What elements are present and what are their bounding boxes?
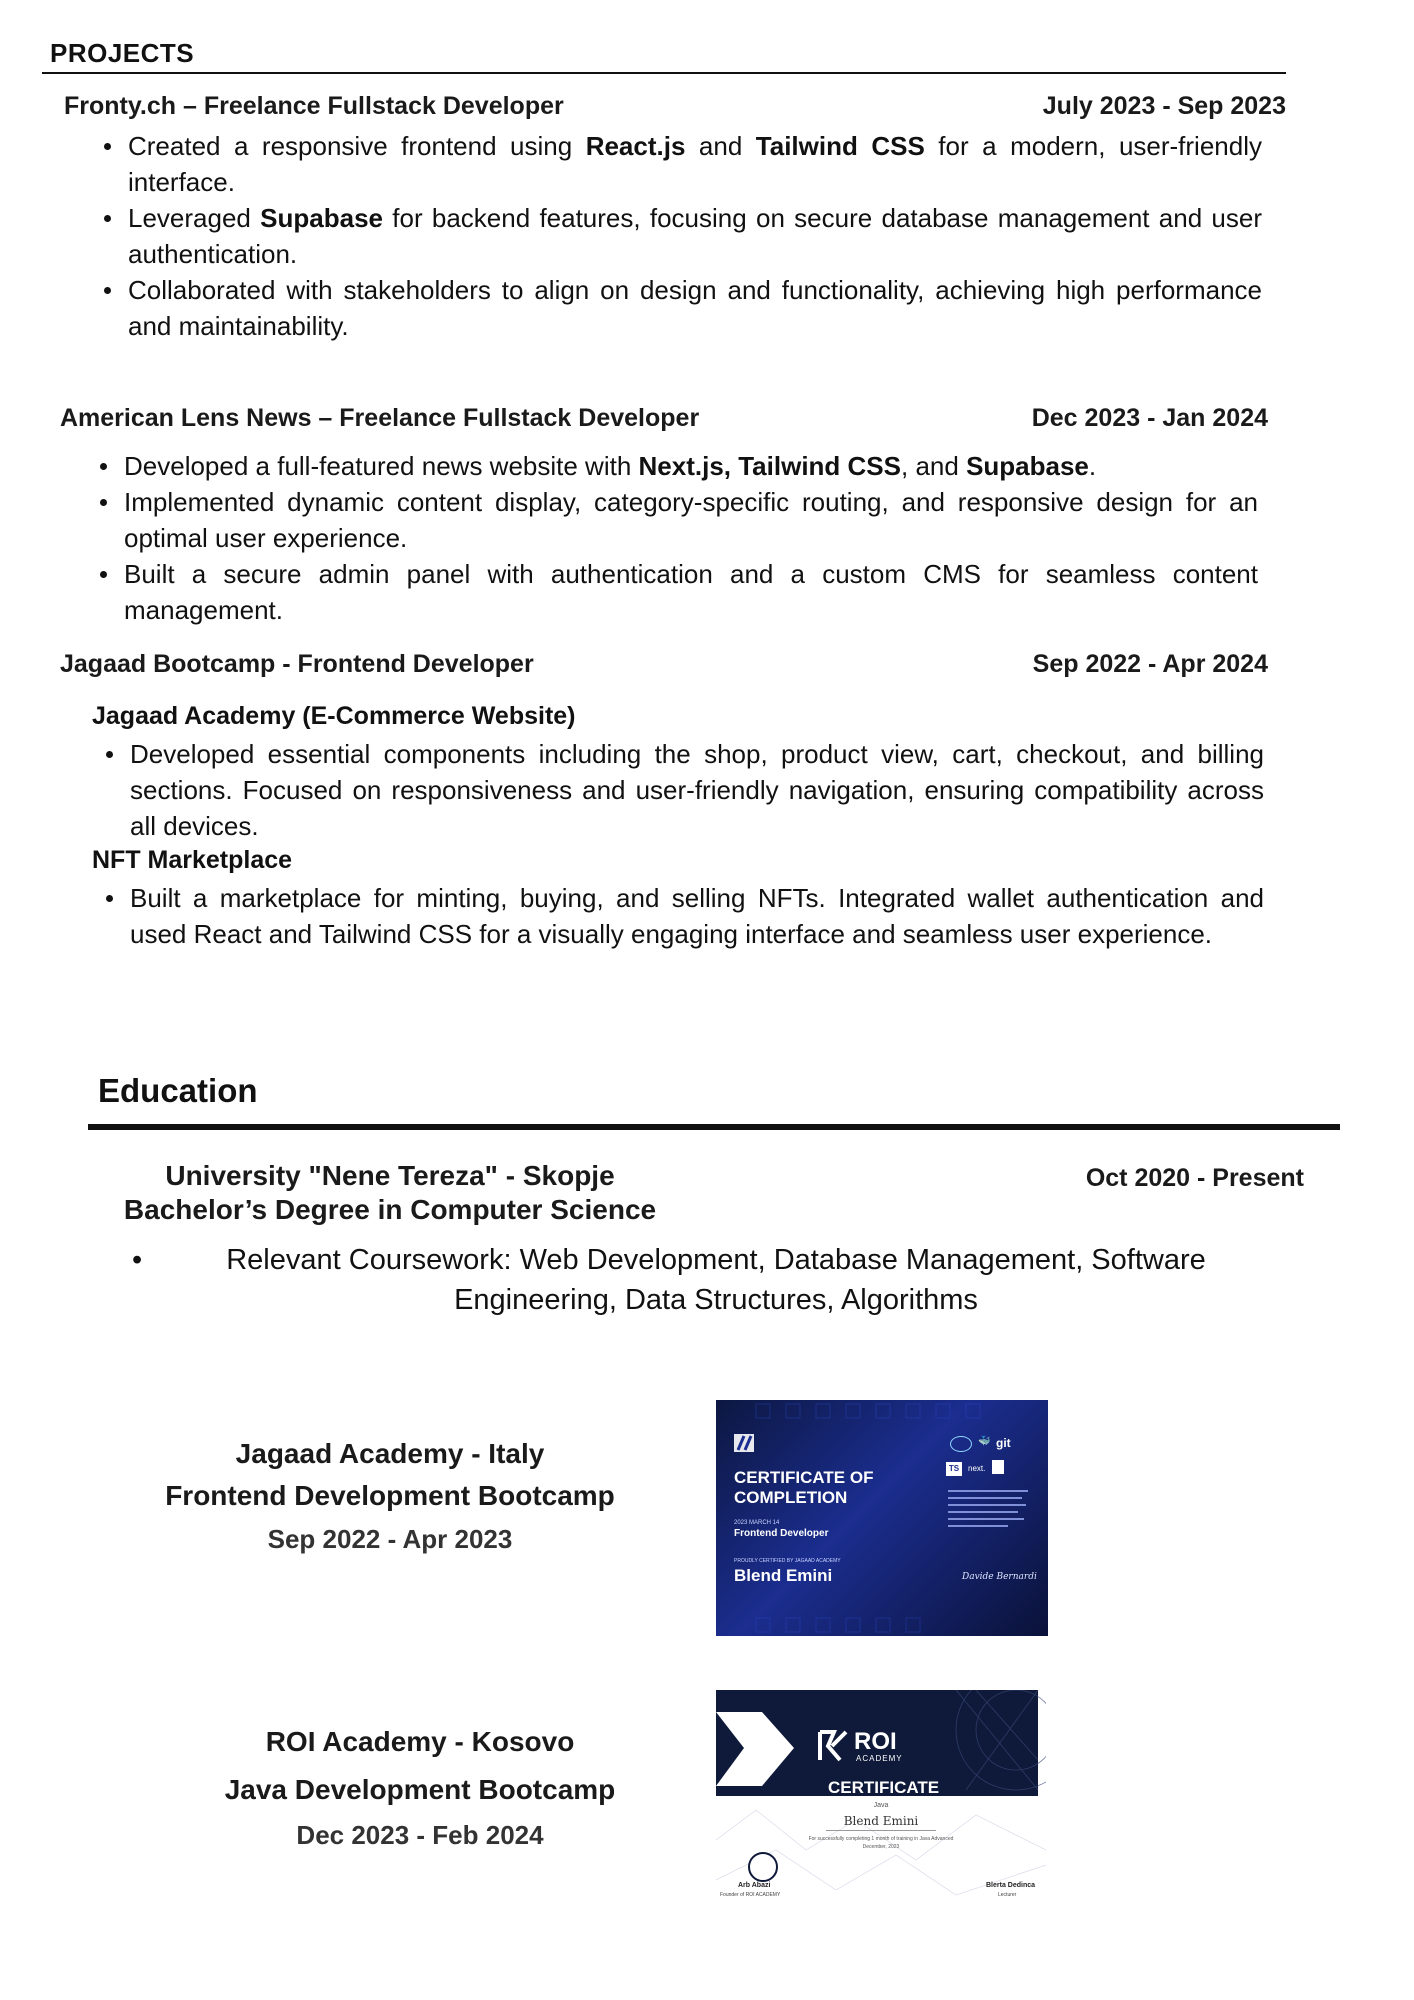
education-divider [88, 1124, 1340, 1130]
roi-recipient: Blend Emini [843, 1814, 919, 1828]
roi-brand-sub: ACADEMY [856, 1754, 903, 1763]
subproject-bullets [100, 880, 1264, 952]
coursework [132, 1240, 1252, 1320]
signer-name: Blerta Dedinca [986, 1882, 1036, 1889]
project-bullets [98, 128, 1262, 344]
subproject-title: NFT Marketplace [92, 846, 293, 874]
university-name: University "Nene Tereza" - Skopje [165, 1160, 615, 1191]
project-bullets [94, 448, 1258, 628]
certificate-role: Frontend Developer [734, 1528, 829, 1539]
bootcamp-school: Jagaad Academy - Italy [235, 1438, 545, 1469]
project-title: American Lens News – Freelance Fullstack Developer [60, 404, 700, 432]
typescript-icon: TS [946, 1462, 962, 1476]
certificate-recipient: Blend Emini [734, 1566, 833, 1585]
bullet-item: Created a responsive frontend using React.js and Tailwind CSS for a modern, user-friendly interface. [98, 128, 1262, 200]
bootcamp-program: Java Development Bootcamp [224, 1774, 616, 1805]
bullet-item: Developed essential components including the shop, product view, cart, checkout, and billing sections. Focused on responsiveness and user-friendly navigation, ensuring compatibility across all devices. [100, 736, 1264, 844]
signer-title: Lecturer [998, 1892, 1017, 1898]
roi-certificate-heading: CERTIFICATE [828, 1778, 940, 1797]
bootcamp-program: Frontend Development Bootcamp [165, 1480, 615, 1511]
projects-divider [42, 72, 1286, 74]
bullet-dot: • [132, 1244, 143, 1276]
nextjs-label: next. [968, 1464, 986, 1473]
subproject-title: Jagaad Academy (E-Commerce Website) [92, 702, 576, 730]
bullet-item: Built a secure admin panel with authentication and a custom CMS for seamless content management. [94, 556, 1258, 628]
roi-date: December, 2023 [862, 1844, 900, 1850]
roi-certificate-image [716, 1690, 1046, 1908]
bootcamp-date: Dec 2023 - Feb 2024 [296, 1820, 544, 1850]
roi-course: Java [873, 1802, 889, 1809]
bullet-item: Implemented dynamic content display, category-specific routing, and responsive design for an optimal user experience. [94, 484, 1258, 556]
bullet-item: Collaborated with stakeholders to align on design and functionality, achieving high performance and maintainability. [98, 272, 1262, 344]
certificate-signature: Davide Bernardi [962, 1572, 1037, 1582]
roi-brand: ROI [854, 1728, 897, 1755]
git-label: git [996, 1436, 1011, 1450]
bullet-item: Built a marketplace for minting, buying, and selling NFTs. Integrated wallet authentication and used React and Tailwind CSS for a visually engaging interface and seamless user experience. [100, 880, 1264, 952]
docker-icon: 🐳 [978, 1436, 991, 1447]
project-date: Dec 2023 - Jan 2024 [1031, 404, 1268, 432]
roi-statement: For successfully completing 1 month of training in Java Advanced [808, 1836, 954, 1842]
project-date: July 2023 - Sep 2023 [1042, 92, 1286, 120]
project-title: Jagaad Bootcamp - Frontend Developer [60, 650, 534, 678]
bootcamp-school: ROI Academy - Kosovo [265, 1726, 575, 1757]
name-underline [826, 1830, 936, 1831]
certificate-date-line: 2023 MARCH 14 [734, 1520, 780, 1526]
projects-heading: PROJECTS [50, 38, 195, 68]
bootcamp-date: Sep 2022 - Apr 2023 [267, 1524, 513, 1554]
bullet-item: Leveraged Supabase for backend features, focusing on secure database management and user authentication. [98, 200, 1262, 272]
signer-name: Arb Abazi [738, 1882, 771, 1889]
project-date: Sep 2022 - Apr 2024 [1032, 650, 1268, 678]
certificate-certified-by: PROUDLY CERTIFIED BY JAGAAD ACADEMY [734, 1558, 841, 1564]
certificate-fine-print [948, 1490, 1028, 1532]
education-heading: Education [98, 1072, 258, 1109]
html5-icon [992, 1460, 1004, 1474]
coursework-text: Relevant Coursework: Web Development, Database Management, Software Engineering, Data Structures, Algorithms [226, 1244, 1206, 1316]
project-title: Fronty.ch – Freelance Fullstack Developer [64, 92, 564, 120]
subproject-bullets [100, 736, 1264, 844]
react-icon [950, 1436, 972, 1452]
signer-title: Founder of ROI ACADEMY [720, 1892, 781, 1898]
bullet-item: Developed a full-featured news website with Next.js, Tailwind CSS, and Supabase. [94, 448, 1258, 484]
university-date: Oct 2020 - Present [1085, 1164, 1304, 1192]
certificate-heading: CERTIFICATE OF COMPLETION [734, 1468, 874, 1507]
degree-name: Bachelor’s Degree in Computer Science [123, 1194, 657, 1225]
roi-seal-icon [748, 1852, 778, 1882]
jagaad-certificate-image [716, 1400, 1048, 1636]
